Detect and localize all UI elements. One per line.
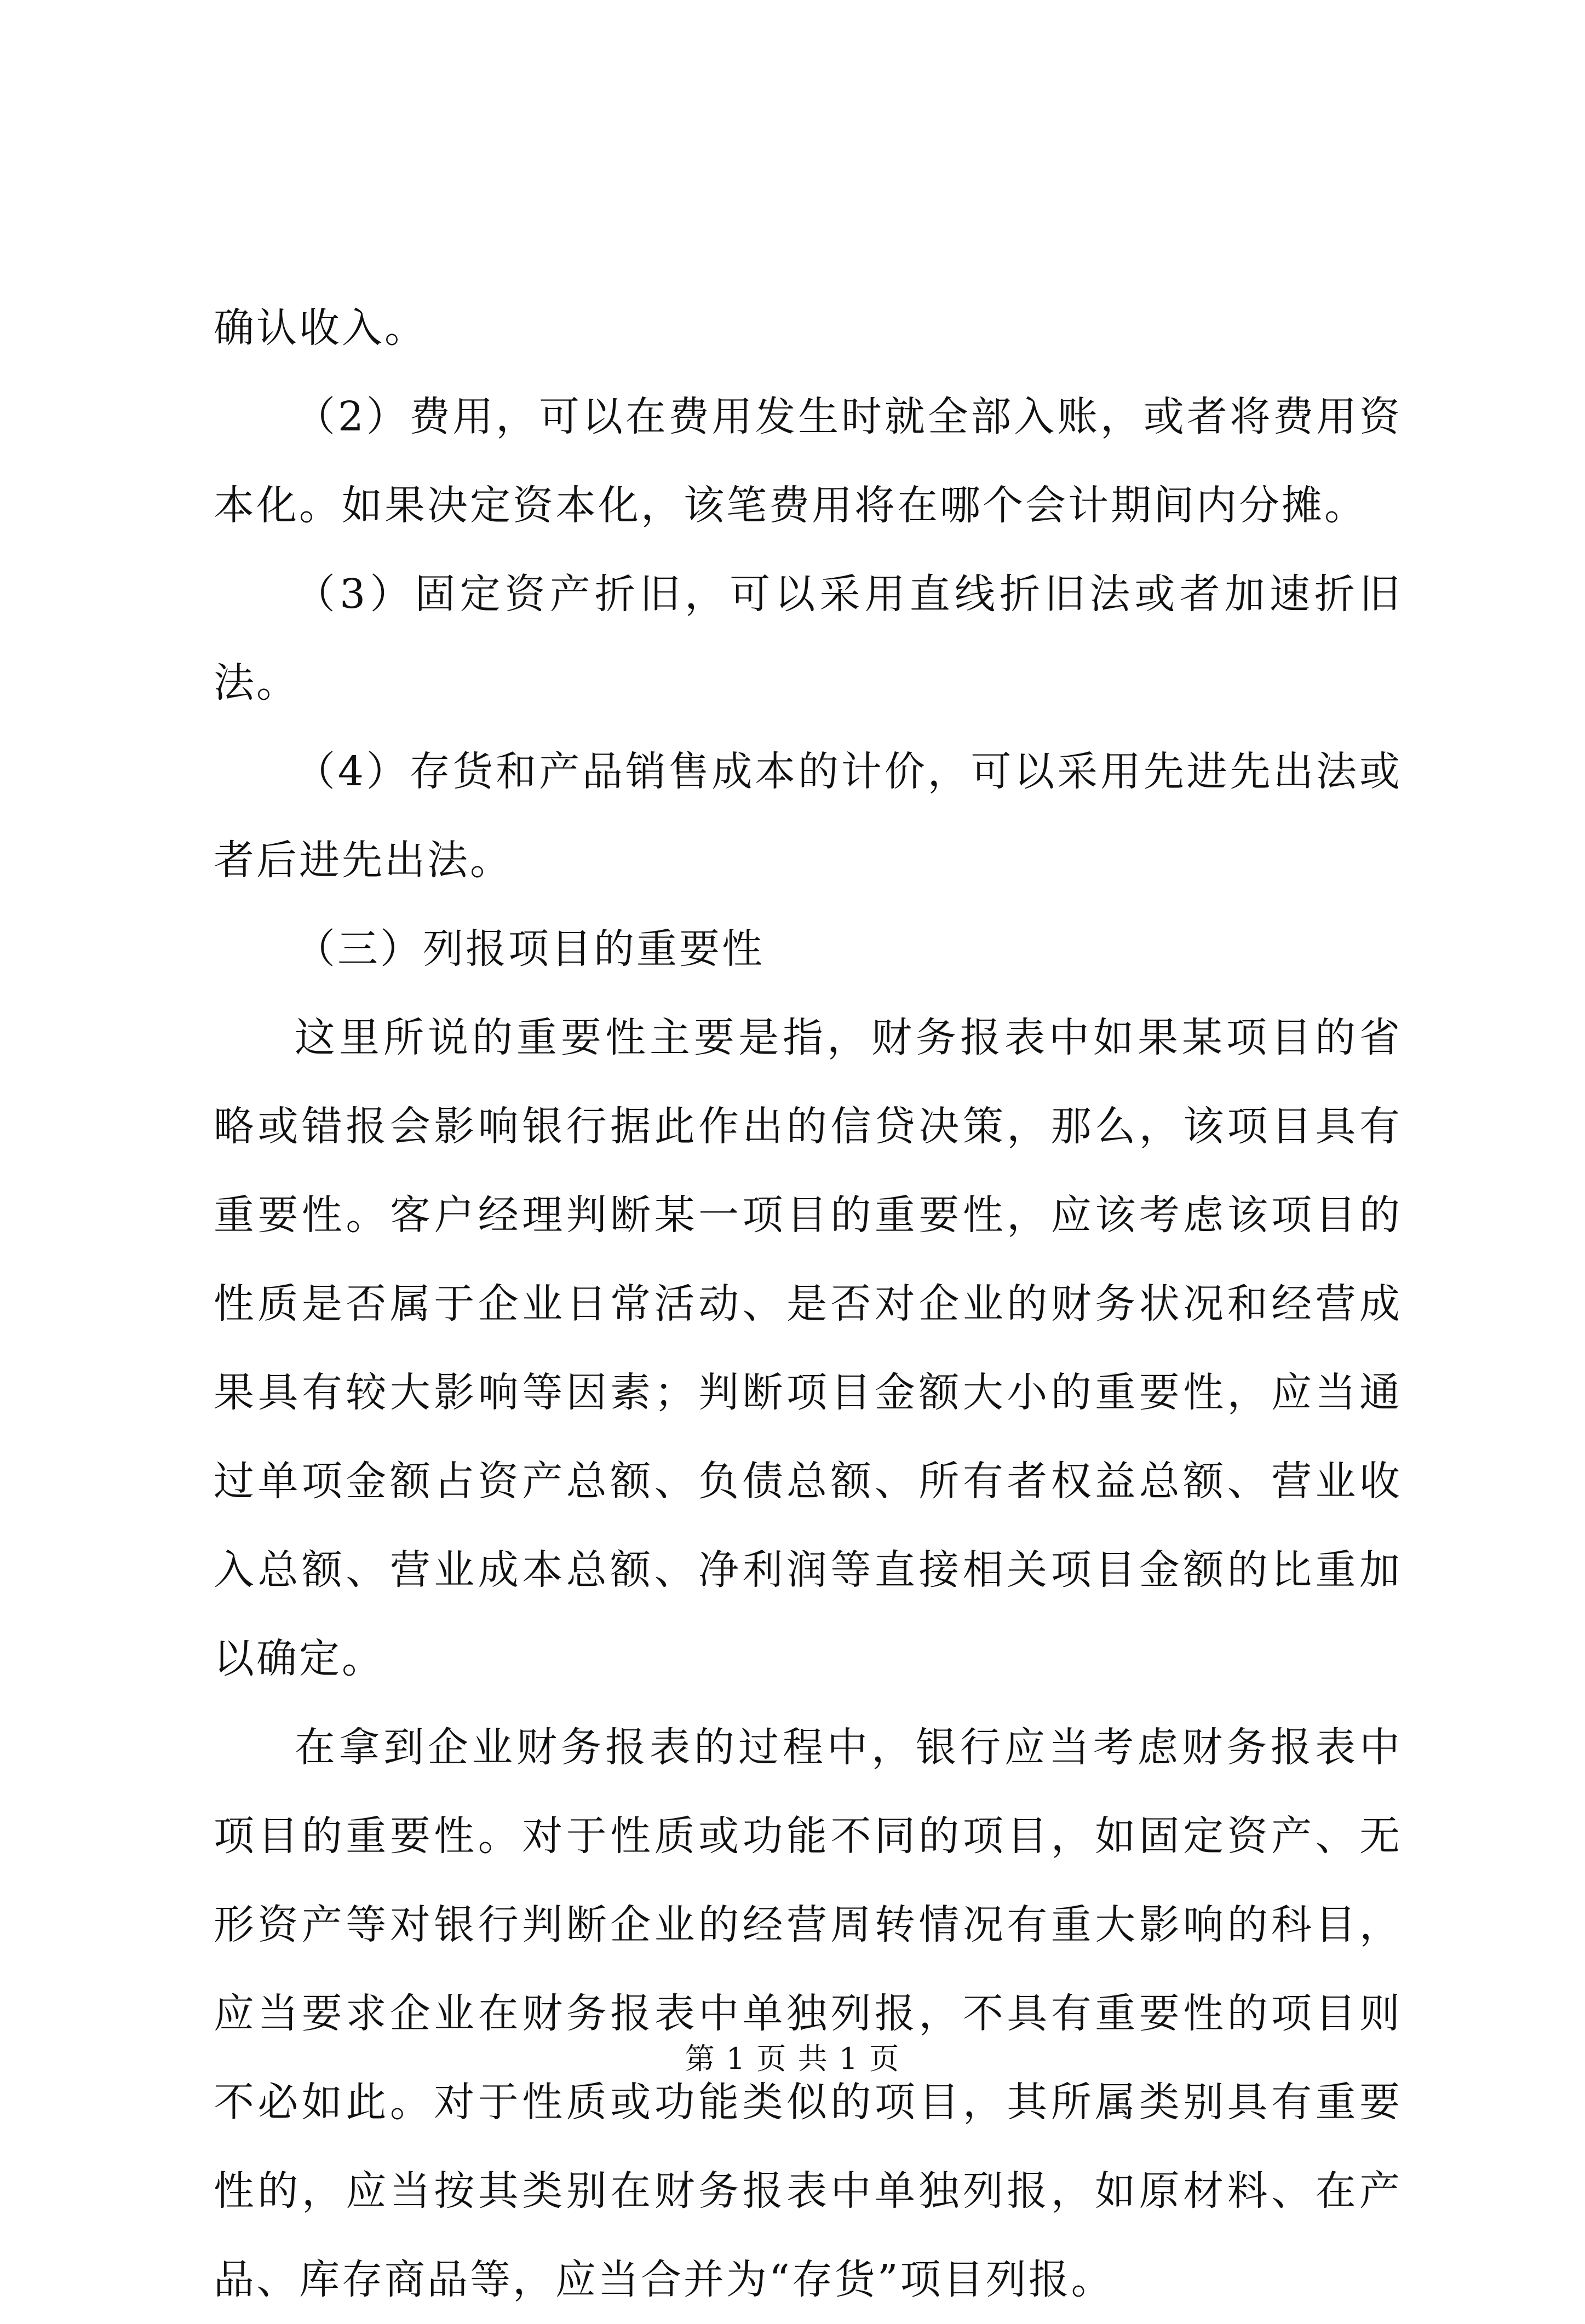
section-heading: （三）列报项目的重要性 <box>295 925 765 973</box>
page-footer: 第 1 页 共 1 页 <box>685 2041 900 2076</box>
paragraph-4: （4）存货和产品销售成本的计价，可以采用先进先出法或者后进先出法。 <box>214 748 1402 884</box>
paragraph-6: 这里所说的重要性主要是指，财务报表中如果某项目的省略或错报会影响银行据此作出的信贷决策，那么，该项目具有重要性。客户经理判断某一项目的重要性，应该考虑该项目的性质是否属于企业日常活动、是否对企业的财务状况和经营成果具有较大影响等因素；判断项目金额大小的重要性，应当通过单项金额占资产总额、负债总额、所有者权益总额、营业收入总额、营业成本总额、净利润等直接相关项目金额的比重加以确定。 <box>214 1014 1402 1682</box>
document-body <box>214 284 1402 2324</box>
paragraph-7: 在拿到企业财务报表的过程中，银行应当考虑财务报表中项目的重要性。对于性质或功能不同的项目，如固定资产、无形资产等对银行判断企业的经营周转情况有重大影响的科目，应当要求企业在财务报表中单独列报，不具有重要性的项目则不必如此。对于性质或功能类似的项目，其所属类别具有重要性的，应当按其类别在财务报表中单独列报，如原材料、在产品、库存商品等，应当合并为“存货”项目列报。 <box>214 1724 1402 2303</box>
paragraph-1: 确认收入。 <box>214 304 427 352</box>
paragraph-3: （3）固定资产折旧，可以采用直线折旧法或者加速折旧法。 <box>214 571 1402 706</box>
paragraph-2: （2）费用，可以在费用发生时就全部入账，或者将费用资本化。如果决定资本化，该笔费用将在哪个会计期间内分摊。 <box>214 393 1402 529</box>
